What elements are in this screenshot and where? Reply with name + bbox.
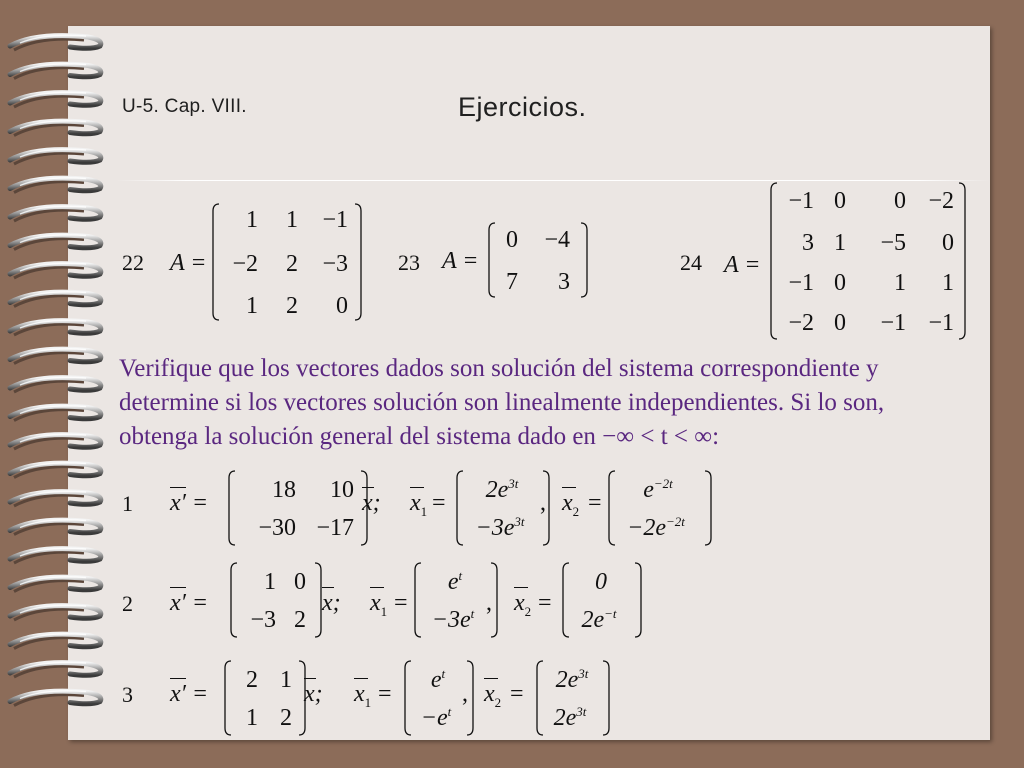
problem-22-number: 22 [122,250,144,275]
problem-24-number: 24 [680,250,702,275]
matrix-cell: 2 [286,293,298,319]
matrix-cell: −30 [258,515,296,541]
matrix-cell: −3 [250,607,276,633]
x-prime-equals: x′ = [170,590,209,616]
x-semicolon: x; [304,681,323,707]
matrix-cell: −1 [880,310,906,336]
system-number: 2 [122,591,133,616]
vector-bar [362,487,374,488]
system-number: 3 [122,682,133,707]
matrix-cell: −2 [232,251,258,277]
matrix-cell: 2 [280,705,292,731]
vector-entry: $-2e^{-2t}$ [627,514,685,541]
matrix-cell: −5 [880,230,906,256]
matrix-cell: −3 [322,251,348,277]
problem-24-lhs: A = [724,252,761,278]
matrix-cell: 2 [246,667,258,693]
equals-sign: = [432,490,446,516]
vector-entry: $-3e^{3t}$ [475,514,525,541]
header-divider [116,180,990,181]
x2-label: $x_2$ [484,681,502,710]
system-number: 1 [122,491,133,516]
matrix-cell: 1 [246,705,258,731]
x1-label: $x_1$ [354,681,372,710]
matrix-cell: 2 [294,607,306,633]
matrix-cell: −1 [322,207,348,233]
vector-right-bracket [602,660,610,736]
vector-bar [484,678,498,679]
x2-label: $x_2$ [562,490,580,519]
vector-bar [322,587,334,588]
matrix-cell: −1 [788,188,814,214]
vector-entry: $-3e^t$ [431,606,475,633]
instructions-paragraph [119,352,991,454]
vector-bar [304,678,316,679]
matrix-cell: −1 [928,310,954,336]
x-prime-equals: x′ = [170,681,209,707]
comma: , [540,490,546,516]
matrix-cell: 0 [834,188,846,214]
vector-bar [370,587,384,588]
matrix-cell: 1 [834,230,846,256]
vector-bar [170,487,186,488]
x1-label: $x_1$ [410,490,428,519]
matrix-cell: 7 [506,269,518,295]
matrix-cell: −4 [544,227,570,253]
matrix-cell: 10 [330,477,354,503]
matrix-cell: −2 [928,188,954,214]
spiral-binding-icon [0,0,120,768]
vector-entry: $-e^t$ [420,704,452,731]
vector-bar [354,678,368,679]
matrix-cell: −17 [316,515,354,541]
problem-24-right-bracket [958,182,966,340]
equals-sign: = [378,681,392,707]
vector-bar [170,587,186,588]
matrix-cell: 2 [286,251,298,277]
vector-entry: $2e^{-t}$ [581,606,617,633]
matrix-cell: 1 [264,569,276,595]
equals-sign: = [588,490,602,516]
x-prime-equals: x′ = [170,490,209,516]
vector-entry: $2e^{3t}$ [485,476,519,503]
problem-23-lhs: A = [442,248,479,274]
x-semicolon: x; [362,490,381,516]
vector-entry: $e^{-2t}$ [643,476,673,503]
matrix-left-bracket [228,470,236,546]
comma: , [462,681,468,707]
matrix-cell: 1 [246,293,258,319]
problem-22-left-bracket [212,203,220,321]
vector-right-bracket [704,470,712,546]
matrix-cell: 3 [802,230,814,256]
x-semicolon: x; [322,590,341,616]
matrix-cell: 0 [336,293,348,319]
vector-bar [170,678,186,679]
matrix-cell: −1 [788,270,814,296]
vector-entry: $2e^{3t}$ [553,704,587,731]
matrix-cell: 18 [272,477,296,503]
matrix-cell: 0 [834,310,846,336]
equals-sign: = [538,590,552,616]
matrix-cell: 3 [558,269,570,295]
comma: , [486,590,492,616]
matrix-cell: 0 [894,188,906,214]
vector-bar [514,587,528,588]
x1-label: $x_1$ [370,590,388,619]
vector-entry: 0 [595,569,607,595]
problem-22-lhs: A = [170,250,207,276]
matrix-cell: 1 [942,270,954,296]
vector-entry: $2e^{3t}$ [555,666,589,693]
problem-23-right-bracket [580,222,588,298]
vector-bar [562,487,576,488]
matrix-cell: 1 [894,270,906,296]
matrix-cell: 0 [506,227,518,253]
matrix-cell: 0 [942,230,954,256]
unit-label: U-5. Cap. VIII. [122,96,247,117]
matrix-cell: 1 [280,667,292,693]
instructions-line: Verifique que los vectores dados son solución del sistema correspondiente y [119,355,879,382]
matrix-cell: 0 [834,270,846,296]
equals-sign: = [510,681,524,707]
matrix-cell: 1 [286,207,298,233]
vector-entry: $e^t$ [430,666,446,693]
page-title: Ejercicios. [458,92,587,122]
matrix-cell: 1 [246,207,258,233]
instructions-line: determine si los vectores solución son linealmente independientes. Si lo son, [119,389,885,416]
instructions-line: obtenga la solución general del sistema dado en −∞ < t < ∞: [119,423,720,450]
vector-bar [410,487,424,488]
matrix-cell: −2 [788,310,814,336]
matrix-cell: 0 [294,569,306,595]
vector-entry: $e^t$ [447,568,463,595]
matrix-right-bracket [314,562,322,638]
equals-sign: = [394,590,408,616]
problem-23-number: 23 [398,250,420,275]
problem-22-right-bracket [354,203,362,321]
vector-right-bracket [634,562,642,638]
x2-label: $x_2$ [514,590,532,619]
